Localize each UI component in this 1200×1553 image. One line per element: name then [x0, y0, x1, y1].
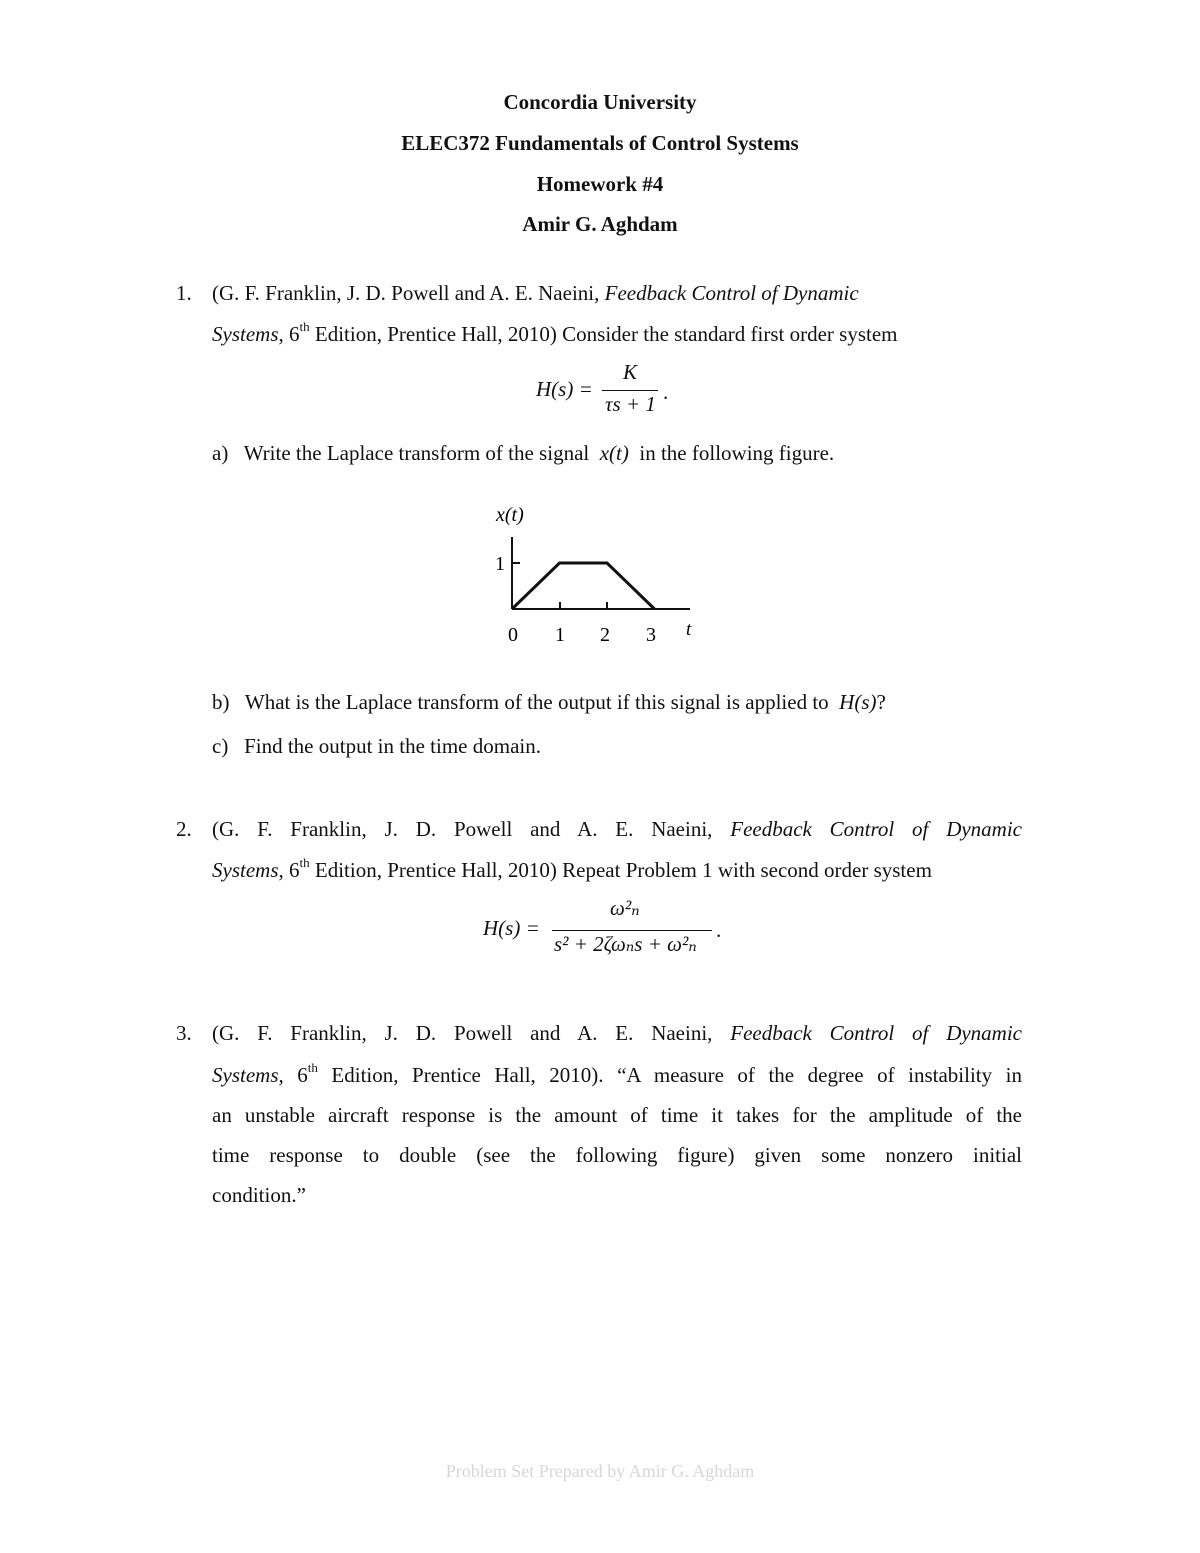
part-a-text2: in the following figure. — [639, 441, 835, 465]
equation-2-period: . — [716, 918, 722, 942]
equation-second-order — [480, 896, 730, 966]
problem-1-cite-pre: (G. F. Franklin, J. D. Powell and A. E. Naeini, — [212, 281, 605, 305]
figure-xtick-label-2: 2 — [600, 624, 610, 646]
course-title: ELEC372 Fundamentals of Control Systems — [401, 131, 799, 155]
problem-3-number: 3. — [176, 1021, 192, 1045]
figure-xtick-label-1: 1 — [555, 624, 565, 646]
equation-1-numerator: K — [623, 360, 638, 384]
equation-2-lhs: H(s) = — [483, 916, 540, 940]
equation-1-denominator: τs + 1 — [605, 392, 656, 416]
part-b-text: What is the Laplace transform of the output if this signal is applied to — [244, 690, 829, 714]
homework-title: Homework #4 — [536, 172, 664, 196]
problem-1-edition-sup: th — [299, 319, 310, 334]
figure-signal-line — [512, 563, 655, 609]
problem-2-number: 2. — [176, 817, 192, 841]
part-a-label: a) — [212, 441, 229, 465]
problem-3-book-title: Feedback Control of Dynamic — [730, 1021, 1023, 1045]
equation-1-fraction-bar — [602, 390, 658, 391]
equation-2-denominator: s² + 2ζωₙs + ω²ₙ — [554, 932, 697, 956]
figure-trapezoid-signal — [470, 495, 710, 655]
problem-2-cite-post: Edition, Prentice Hall, 2010) Repeat Problem 1 with second order system — [309, 858, 932, 882]
part-b-math: H(s) — [839, 690, 877, 714]
part-c — [212, 734, 541, 759]
problem-3-line2 — [212, 1062, 1022, 1088]
university-title: Concordia University — [503, 90, 697, 114]
problem-1-book-title: Feedback Control of Dynamic — [604, 281, 859, 305]
part-c-label: c) — [212, 734, 229, 758]
problem-2-citation-line2 — [212, 857, 932, 883]
part-a-text: Write the Laplace transform of the signal — [243, 441, 590, 465]
problem-1-citation-line1 — [212, 281, 859, 306]
equation-1-lhs: H(s) = — [536, 377, 593, 401]
problem-3-edition-sup: th — [307, 1060, 318, 1075]
problem-3-line5: condition.” — [212, 1183, 306, 1207]
problem-1-citation-line2 — [212, 321, 898, 347]
problem-2-edition: , 6 — [278, 858, 300, 882]
footer-watermark: Problem Set Prepared by Amir G. Aghdam — [445, 1461, 755, 1481]
problem-3-line4: time response to double (see the following figure) given some nonzero initial — [212, 1143, 1022, 1167]
problem-3-line2-post: Edition, Prentice Hall, 2010). “A measure of the degree of instability in — [317, 1063, 1022, 1087]
problem-3-line3: an unstable aircraft response is the amount of time it takes for the amplitude of the — [212, 1103, 1022, 1127]
figure-ylabel: x(t) — [496, 504, 524, 526]
problem-2-cite-pre: (G. F. Franklin, J. D. Powell and A. E. Naeini, — [212, 817, 731, 841]
problem-2-book-title-cont: Systems — [212, 858, 279, 882]
problem-1-edition: , 6 — [278, 322, 300, 346]
problem-2-edition-sup: th — [299, 855, 310, 870]
part-b-label: b) — [212, 690, 230, 714]
problem-3-edition: , 6 — [278, 1063, 308, 1087]
problem-1-cite-post: Edition, Prentice Hall, 2010) Consider the standard first order system — [309, 322, 898, 346]
part-a — [212, 441, 834, 466]
equation-first-order — [530, 360, 680, 420]
part-c-text: Find the output in the time domain. — [244, 734, 541, 758]
equation-2-numerator: ω²ₙ — [610, 896, 640, 920]
part-b-text2: ? — [876, 690, 886, 714]
part-a-math: x(t) — [599, 441, 629, 465]
figure-ytick-label: 1 — [495, 553, 505, 575]
problem-1-book-title-cont: Systems — [212, 322, 279, 346]
problem-3-citation-line1 — [212, 1021, 1022, 1046]
figure-xtick-label-0: 0 — [508, 624, 518, 646]
problem-2-citation-line1 — [212, 817, 1022, 842]
problem-1-number: 1. — [176, 281, 192, 305]
problem-3-cite-pre: (G. F. Franklin, J. D. Powell and A. E. Naeini, — [212, 1021, 731, 1045]
equation-1-period: . — [663, 380, 669, 404]
problem-2-book-title: Feedback Control of Dynamic — [730, 817, 1023, 841]
author-name: Amir G. Aghdam — [522, 212, 678, 236]
equation-2-fraction-bar — [552, 930, 712, 931]
problem-3-book-title-cont: Systems — [212, 1063, 279, 1087]
figure-xlabel: t — [686, 619, 692, 640]
part-b — [212, 690, 886, 715]
figure-xtick-label-3: 3 — [646, 624, 656, 646]
